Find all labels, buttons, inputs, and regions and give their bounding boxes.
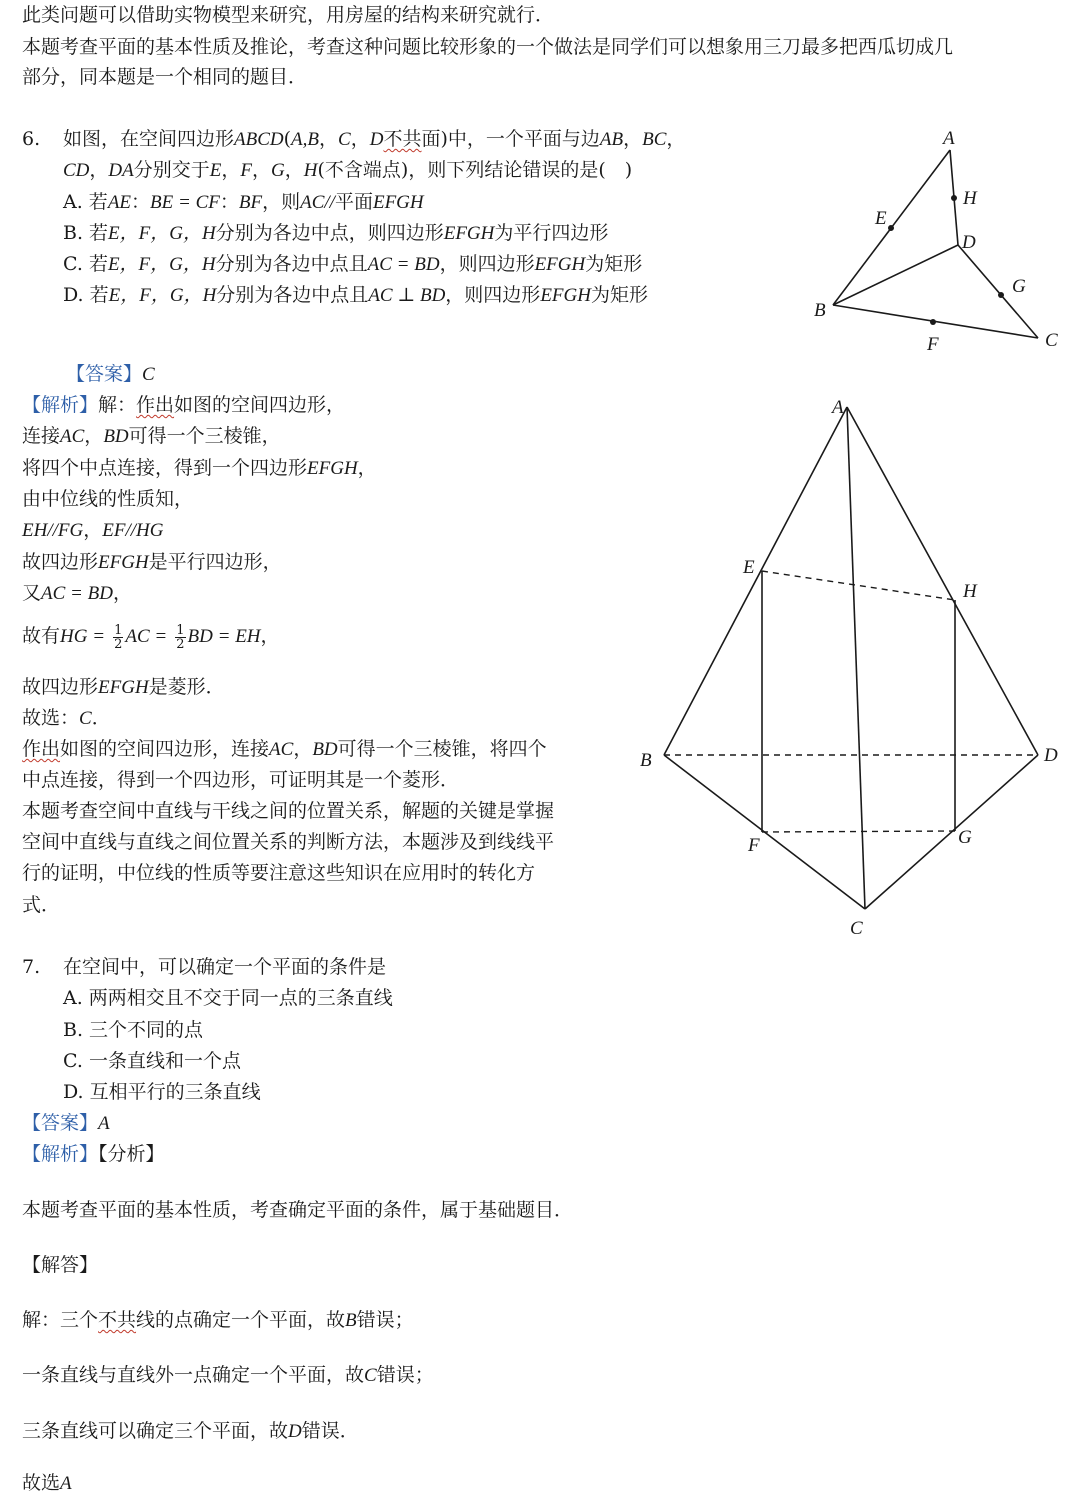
analysis-line: 空间中直线与直线之间位置关系的判断方法，本题涉及到线线平 <box>22 831 555 853</box>
fraction-half: $\frac{1}{2}$ <box>114 622 123 652</box>
question-number: 6. <box>22 128 41 150</box>
question-stem: CD，DA分别交于E，F，G，H(不含端点)，则下列结论错误的是( ) <box>63 159 633 181</box>
option-b: B. 三个不同的点 <box>63 1019 204 1041</box>
label-b: B <box>814 300 826 321</box>
label-f: F <box>927 334 939 355</box>
analysis-line: 【解析】【分析】 <box>22 1143 165 1165</box>
label-g: G <box>958 827 972 848</box>
analysis-line: 行的证明，中位线的性质等要注意这些知识在应用时的转化方 <box>22 862 536 884</box>
analysis-line: 中点连接，得到一个四边形，可证明其是一个菱形． <box>22 769 460 791</box>
point-g <box>998 292 1004 298</box>
label-b: B <box>640 750 652 771</box>
analysis-line: 故四边形EFGH是平行四边形， <box>22 551 282 573</box>
label-d: D <box>1044 745 1058 766</box>
option-c: C. 一条直线和一个点 <box>63 1050 241 1072</box>
figure-spatial-quadrilateral <box>800 120 1070 360</box>
answer-line: 【答案】C <box>66 363 155 385</box>
label-c: C <box>850 918 863 939</box>
analysis-line: 故四边形EFGH是菱形． <box>22 676 225 698</box>
answer-line: 【答案】A <box>22 1112 110 1134</box>
analysis-line: EH//FG，EF//HG <box>22 519 164 541</box>
label-g: G <box>1012 276 1026 297</box>
solution-heading: 【解答】 <box>22 1254 99 1276</box>
label-e: E <box>743 557 755 578</box>
analysis-line: 将四个中点连接，得到一个四边形EFGH， <box>22 457 377 479</box>
point-f <box>930 319 936 325</box>
analysis-line: 故选：C． <box>22 707 111 729</box>
label-e: E <box>875 208 887 229</box>
label-f: F <box>748 835 760 856</box>
fraction-half: $\frac{1}{2}$ <box>176 622 185 652</box>
point-h <box>951 195 957 201</box>
analysis-line: 三条直线可以确定三个平面，故D错误． <box>22 1420 359 1442</box>
label-c: C <box>1045 330 1058 351</box>
paragraph: 部分，同本题是一个相同的题目． <box>22 66 308 88</box>
option-a: A. 若AE：BE = CF：BF，则AC//平面EFGH <box>63 191 424 213</box>
option-c: C. 若E，F，G，H分别为各边中点且AC = BD，则四边形EFGH为矩形 <box>63 253 643 275</box>
question-number: 7. <box>22 956 41 978</box>
option-d: D. 若E，F，G，H分别为各边中点且AC ⊥ BD，则四边形EFGH为矩形 <box>63 284 648 306</box>
option-a: A. 两两相交且不交于同一点的三条直线 <box>63 987 393 1009</box>
point-e <box>888 225 894 231</box>
figure-triangular-pyramid <box>630 385 1075 945</box>
question-stem: 在空间中，可以确定一个平面的条件是 <box>63 956 387 978</box>
label-h: H <box>963 188 977 209</box>
question-stem: 如图，在空间四边形ABCD(A,B，C，D不共面)中，一个平面与边AB，BC， <box>63 128 686 150</box>
analysis-formula: 故有HG = $\frac{1}{2}$ AC = $\frac{1}{2}$ BD = EH， <box>22 622 280 652</box>
label-a: A <box>832 397 844 418</box>
label-d: D <box>962 232 976 253</box>
paragraph: 此类问题可以借助实物模型来研究，用房屋的结构来研究就行． <box>22 4 555 26</box>
analysis-line: 作出如图的空间四边形，连接AC，BD可得一个三棱锥，将四个 <box>22 738 547 760</box>
analysis-line: 故选A <box>22 1472 72 1494</box>
paragraph: 本题考查平面的基本性质及推论，考查这种问题比较形象的一个做法是同学们可以想象用三刀最多把西瓜切成几 <box>22 36 954 58</box>
analysis-line: 本题考查平面的基本性质，考查确定平面的条件，属于基础题目． <box>22 1199 574 1221</box>
analysis-line: 又AC = BD， <box>22 582 132 604</box>
analysis-line: 一条直线与直线外一点确定一个平面，故C错误； <box>22 1364 434 1386</box>
analysis-line: 【解析】解：作出如图的空间四边形， <box>22 394 346 416</box>
analysis-line: 式． <box>22 894 61 916</box>
analysis-line: 本题考查空间中直线与干线之间的位置关系，解题的关键是掌握 <box>22 800 555 822</box>
analysis-line: 连接AC，BD可得一个三棱锥， <box>22 425 281 447</box>
option-b: B. 若E，F，G，H分别为各边中点，则四边形EFGH为平行四边形 <box>63 222 609 244</box>
option-d: D. 互相平行的三条直线 <box>63 1081 261 1103</box>
label-a: A <box>943 128 955 149</box>
analysis-line: 解：三个不共线的点确定一个平面，故B错误； <box>22 1309 414 1331</box>
label-h: H <box>963 581 977 602</box>
analysis-line: 由中位线的性质知， <box>22 488 194 510</box>
